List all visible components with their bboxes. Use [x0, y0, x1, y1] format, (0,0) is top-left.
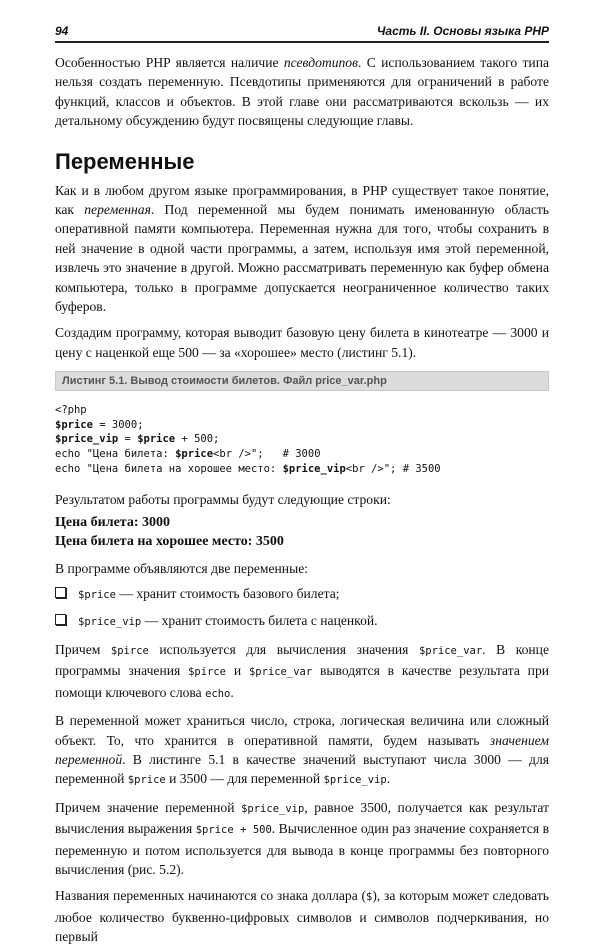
text-run: Создадим программу, которая выводит базовую цену билета в кинотеатре — 3000 и цену с наценкой еще 500 — за «хорошее» место (листинг 5.1).: [55, 325, 549, 360]
page-header: [55, 24, 549, 43]
book-page: [55, 24, 549, 947]
program-output: [55, 513, 549, 552]
emphasis-text: значением переменной: [55, 732, 549, 767]
inline-code: $price: [127, 774, 166, 787]
square-bullet-icon: [55, 587, 66, 598]
running-title: Часть II. Основы языка PHP: [376, 24, 549, 38]
body-paragraph: [55, 640, 549, 704]
text-run: Особенностью PHP является наличие: [55, 55, 284, 70]
text-run: <?php: [55, 404, 87, 417]
text-run: . В листинге 5.1 в качестве значений выступают числа 3000 — для переменной: [55, 751, 549, 787]
text-run: <br />"; # 3000: [213, 448, 321, 461]
list-item: [55, 611, 549, 632]
text-run: echo "Цена билета:: [55, 448, 176, 461]
code-variable: $price: [137, 433, 176, 446]
code-variable: $price: [55, 418, 93, 431]
text-run: + 500;: [175, 433, 220, 446]
text-run: echo "Цена билета на хорошее место:: [55, 462, 283, 475]
body-paragraph: [55, 798, 549, 880]
emphasis-text: псевдотипов: [283, 55, 358, 70]
variable-list: [55, 584, 549, 633]
text-run: <br />"; # 3500: [345, 462, 441, 475]
text-run: ), за которым может следовать любое количество буквенно-цифровых символов и символов подчеркивания, но первый: [55, 888, 549, 945]
text-run: . Под переменной мы будем понимать именованную область оперативной памяти компьютера. Переменная нужна для того, чтобы сохранить в ней значение в одной части программы, а затем, используя имя этой переменной, извлечь это значение в другой. Можно рассматривать переменную как буфер обмена компьютера, только в программе допускается неограниченное количество таких буферов.: [55, 202, 549, 315]
text-run: и 3500 — для переменной: [165, 771, 324, 787]
code-variable: $price_vip: [282, 462, 346, 475]
text-run: Как и в любом другом языке программирования, в PHP существует такое понятие, как: [55, 182, 549, 218]
list-item: [55, 584, 549, 605]
text-run: выводятся в качестве результата при помощи ключевого слова: [55, 663, 550, 700]
inline-code: $price_vip: [323, 774, 387, 787]
intro-paragraph: [55, 53, 549, 131]
text-run: В переменной может храниться число, строка, логическая величина или сложный объект. То, что хранится в оперативной памяти, будем называть: [55, 713, 549, 748]
text-run: . В конце программы значения: [55, 641, 549, 679]
inline-code: $pirce: [188, 666, 227, 679]
code-line: [55, 462, 549, 477]
square-bullet-icon: [55, 614, 66, 625]
inline-code: echo: [205, 687, 231, 700]
page-number: 94: [55, 24, 69, 38]
text-run: используется для вычисления значения: [148, 641, 419, 657]
text-run: — хранит стоимость билета с наценкой.: [141, 613, 378, 629]
text-run: — хранит стоимость базового билета;: [115, 586, 340, 602]
code-variable: $price: [175, 448, 214, 461]
inline-code: $pirce: [110, 644, 149, 657]
inline-code: $: [366, 891, 373, 904]
body-paragraph: [55, 886, 549, 946]
code-variable: $price_vip: [55, 433, 119, 446]
text-run: , равное 3500, получается как результат вычисления выражения: [55, 799, 549, 837]
code-line: [55, 403, 549, 418]
inline-code: $price_vip: [241, 802, 305, 815]
output-line: Цена билета на хорошее место: 3500: [55, 534, 284, 550]
text-run: Причем: [55, 641, 111, 657]
text-run: . С использованием такого типа нельзя создать переменную. Псевдотипы применяются для ограничений в работе функций, классов и объектов. В этой главе они рассматриваются вскользь — их детальному обсуждению будут посвящены следующие главы.: [55, 55, 550, 129]
section-heading: Переменные: [55, 148, 195, 174]
inline-code: $price_var: [418, 644, 483, 657]
inline-code: $price + 500: [195, 824, 272, 837]
text-run: .: [230, 684, 234, 700]
code-line: [55, 447, 549, 462]
body-paragraph: [55, 711, 549, 791]
inline-code: $price_vip: [78, 616, 142, 629]
inline-code: $price_var: [248, 666, 313, 679]
text-run: Причем значение переменной: [55, 799, 242, 815]
declare-intro: В программе объявляются две переменные:: [55, 560, 309, 576]
listing-title: Листинг 5.1. Вывод стоимости билетов. Файл price_var.php: [55, 371, 549, 391]
text-run: и: [226, 663, 249, 679]
program-intro-paragraph: [55, 323, 549, 362]
output-line: Цена билета: 3000: [55, 514, 171, 530]
code-listing: [55, 403, 549, 476]
inline-code: $price: [78, 589, 116, 602]
result-intro: Результатом работы программы будут следующие строки:: [55, 492, 391, 508]
text-run: .: [386, 771, 391, 787]
text-run: . Вычисленное один раз значение сохраняется в переменную и потом используется для вывода в конце программы без повторного вычисления (рис. 5.2).: [55, 821, 549, 877]
list-item-text: [78, 584, 340, 605]
emphasis-text: переменная: [84, 202, 151, 218]
text-run: =: [118, 433, 138, 446]
code-line: [55, 418, 549, 433]
variable-definition-paragraph: [55, 181, 549, 317]
list-item-text: [78, 611, 378, 632]
text-run: = 3000;: [92, 418, 144, 431]
text-run: Названия переменных начинаются со знака доллара (: [55, 888, 367, 904]
code-line: [55, 432, 549, 447]
